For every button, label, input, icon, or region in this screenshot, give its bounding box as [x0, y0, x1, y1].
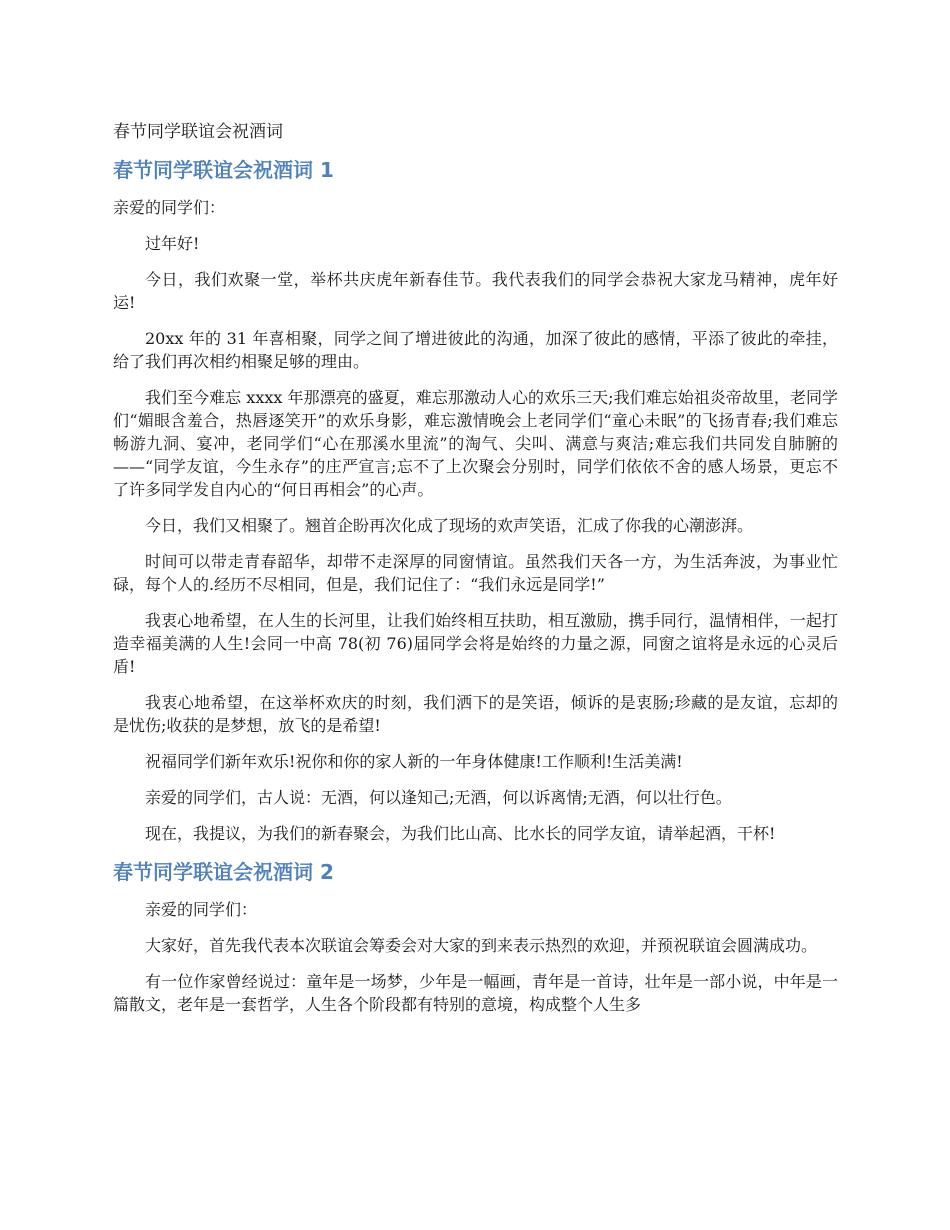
paragraph: 20xx 年的 31 年喜相聚，同学之间了增进彼此的沟通，加深了彼此的感情，平添了彼此的牵挂，给了我们再次相约相聚足够的理由。: [113, 329, 838, 371]
paragraph: 过年好!: [145, 234, 200, 253]
paragraph: 现在，我提议，为我们的新春聚会，为我们比山高、比水长的同学友谊，请举起酒，干杯!: [145, 824, 776, 843]
paragraph: 亲爱的同学们，古人说：无酒，何以逢知己;无酒，何以诉离情;无酒，何以壮行色。: [145, 788, 732, 807]
paragraph: 大家好，首先我代表本次联谊会筹委会对大家的到来表示热烈的欢迎，并预祝联谊会圆满成功。: [145, 936, 818, 955]
paragraph: 我们至今难忘 xxxx 年那漂亮的盛夏，难忘那激动人心的欢乐三天;我们难忘始祖炎帝故里，老同学们“媚眼含羞合，热唇逐笑开”的欢乐身影，难忘激情晚会上老同学们“童心未眠”的飞扬青春;我们难忘畅游九洞、宴冲，老同学们“心在那溪水里流”的淘气、尖叫、满意与爽洁;难忘我们共同发自肺腑的——“同学友谊，今生永存”的庄严宣言;忘不了上次聚会分别时，同学们依依不舍的感人场景，更忘不了许多同学发自内心的“何日再相会”的心声。: [113, 388, 838, 499]
document-page: [113, 120, 838, 1029]
document-title: 春节同学联谊会祝酒词: [113, 122, 283, 142]
paragraph: 今日，我们又相聚了。翘首企盼再次化成了现场的欢声笑语，汇成了你我的心潮澎湃。: [145, 516, 754, 535]
section-heading: 春节同学联谊会祝酒词 2: [113, 860, 334, 884]
section-2: [113, 858, 838, 1016]
paragraph: 亲爱的同学们：: [145, 900, 258, 919]
paragraph: 祝福同学们新年欢乐!祝你和你的家人新的一年身体健康!工作顺利!生活美满!: [145, 752, 683, 771]
paragraph: 我衷心地希望，在这举杯欢庆的时刻，我们洒下的是笑语，倾诉的是衷肠;珍藏的是友谊，忘却的是忧伤;收获的是梦想，放飞的是希望!: [113, 693, 838, 735]
section-heading: 春节同学联谊会祝酒词 1: [113, 158, 334, 182]
paragraph: 有一位作家曾经说过：童年是一场梦，少年是一幅画，青年是一首诗，壮年是一部小说，中年是一篇散文，老年是一套哲学，人生各个阶段都有特别的意境，构成整个人生多: [113, 972, 838, 1014]
paragraph: 今日，我们欢聚一堂，举杯共庆虎年新春佳节。我代表我们的同学会恭祝大家龙马精神，虎年好运!: [113, 270, 838, 312]
paragraph: 我衷心地希望，在人生的长河里，让我们始终相互扶助，相互激励，携手同行，温情相伴，一起打造幸福美满的人生!会同一中高 78(初 76)届同学会将是始终的力量之源，同窗之谊将是永远的心灵后盾!: [113, 611, 838, 676]
salutation: 亲爱的同学们：: [113, 198, 226, 217]
section-1: [113, 156, 838, 845]
paragraph: 时间可以带走青春韶华，却带不走深厚的同窗情谊。虽然我们天各一方，为生活奔波，为事业忙碌，每个人的.经历不尽相同，但是，我们记住了：“我们永远是同学!”: [113, 552, 838, 594]
